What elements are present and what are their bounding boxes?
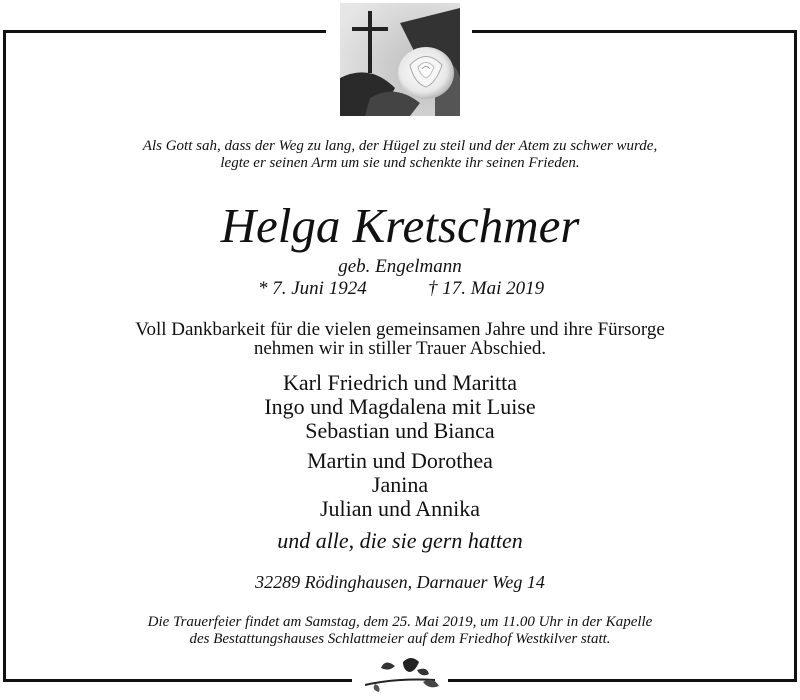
cross-rose-image xyxy=(340,3,460,116)
mourner-line: Janina xyxy=(371,472,429,497)
opening-quote xyxy=(0,138,800,172)
death-date: † 17. Mai 2019 xyxy=(428,278,545,299)
mourner-line: Ingo und Magdalena mit Luise xyxy=(264,394,536,419)
thanks-text xyxy=(0,320,800,358)
funeral-service-info xyxy=(0,614,800,648)
quote-line: legte er seinen Arm um sie und schenkte ihr seinen Frieden. xyxy=(220,155,580,171)
quote-line: Als Gott sah, dass der Weg zu lang, der Hügel zu steil und der Atem zu schwer wurde, xyxy=(142,138,658,154)
deceased-name: Helga Kretschmer xyxy=(220,198,580,253)
service-line: Die Trauerfeier findet am Samstag, dem 25. Mai 2019, um 11.00 Uhr in der Kapelle xyxy=(147,614,653,630)
rose-icon xyxy=(355,650,445,695)
address: 32289 Rödinghausen, Darnauer Weg 14 xyxy=(255,572,545,592)
birth-date: * 7. Juni 1924 xyxy=(258,278,367,299)
family-group-1 xyxy=(0,371,800,443)
mourner-line: Karl Friedrich und Maritta xyxy=(283,370,517,395)
thanks-line: Voll Dankbarkeit für die vielen gemeinsamen Jahre und ihre Fürsorge xyxy=(135,319,665,340)
mourner-line: Martin und Dorothea xyxy=(307,448,493,473)
family-group-2 xyxy=(0,449,800,521)
others-line: und alle, die sie gern hatten xyxy=(277,528,523,553)
service-line: des Bestattungshauses Schlattmeier auf dem Friedhof Westkilver statt. xyxy=(189,631,611,647)
mourner-line: Sebastian und Bianca xyxy=(305,418,495,443)
maiden-name: geb. Engelmann xyxy=(338,256,462,277)
mourner-line: Julian und Annika xyxy=(319,496,481,521)
thanks-line: nehmen wir in stiller Trauer Abschied. xyxy=(253,338,547,359)
